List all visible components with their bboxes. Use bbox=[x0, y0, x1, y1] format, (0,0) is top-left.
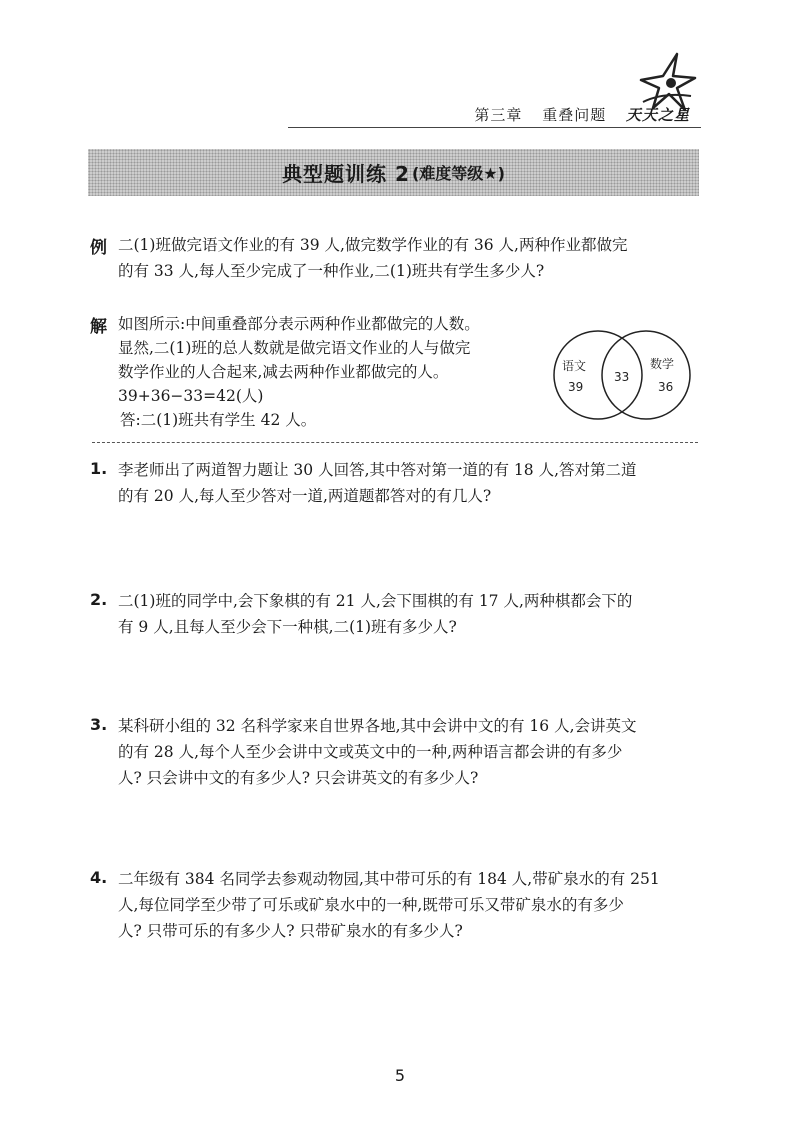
header-text bbox=[460, 104, 690, 125]
problem-number: 4. bbox=[90, 868, 108, 887]
solution-text bbox=[118, 312, 558, 432]
venn-overlap-value: 33 bbox=[614, 370, 630, 384]
solution-line: 如图所示:中间重叠部分表示两种作业都做完的人数。 bbox=[118, 315, 480, 333]
problem-line: 人? 只带可乐的有多少人? 只带矿泉水的有多少人? bbox=[118, 922, 463, 940]
problem-number: 1. bbox=[90, 459, 108, 478]
example-line: 二(1)班做完语文作业的有 39 人,做完数学作业的有 36 人,两种作业都做完 bbox=[118, 236, 628, 254]
venn-right-value: 36 bbox=[658, 380, 674, 394]
venn-left-label: 语文 bbox=[562, 359, 587, 373]
problem-number: 2. bbox=[90, 590, 108, 609]
problem-line: 的有 20 人,每人至少答对一道,两道题都答对的有几人? bbox=[118, 487, 492, 505]
problem-line: 二年级有 384 名同学去参观动物园,其中带可乐的有 184 人,带矿泉水的有 251 bbox=[118, 870, 660, 888]
solution-formula: 39+36−33=42(人) bbox=[118, 387, 264, 405]
banner-title: 典型题训练 2 bbox=[282, 162, 410, 186]
venn-diagram bbox=[552, 325, 692, 425]
banner-subtitle: (难度等级★) bbox=[411, 164, 505, 183]
page-number: 5 bbox=[394, 1066, 406, 1085]
page-header bbox=[0, 0, 800, 140]
topic-label: 重叠问题 bbox=[542, 106, 607, 124]
problem-text bbox=[118, 588, 703, 640]
section-divider bbox=[92, 442, 698, 443]
problem-line: 有 9 人,且每人至少会下一种棋,二(1)班有多少人? bbox=[118, 618, 457, 636]
problem-line: 李老师出了两道智力题让 30 人回答,其中答对第一道的有 18 人,答对第二道 bbox=[118, 461, 637, 479]
problem-line: 二(1)班的同学中,会下象棋的有 21 人,会下围棋的有 17 人,两种棋都会下的 bbox=[118, 592, 633, 610]
section-banner bbox=[88, 149, 699, 196]
problem-line: 人,每位同学至少带了可乐或矿泉水中的一种,既带可乐又带矿泉水的有多少 bbox=[118, 896, 624, 914]
solution-line: 显然,二(1)班的总人数就是做完语文作业的人与做完 bbox=[118, 339, 471, 357]
header-rule bbox=[288, 127, 701, 128]
solution-label: 解 bbox=[90, 317, 107, 337]
problem-line: 人? 只会讲中文的有多少人? 只会讲英文的有多少人? bbox=[118, 769, 479, 787]
problem-text bbox=[118, 866, 703, 944]
solution-line: 数学作业的人合起来,减去两种作业都做完的人。 bbox=[118, 363, 449, 381]
venn-left-value: 39 bbox=[568, 380, 584, 394]
example-text bbox=[118, 232, 703, 284]
problem-text bbox=[118, 457, 703, 509]
problem-line: 的有 28 人,每个人至少会讲中文或英文中的一种,两种语言都会讲的有多少 bbox=[118, 743, 623, 761]
solution-answer: 答:二(1)班共有学生 42 人。 bbox=[120, 411, 317, 429]
venn-right-label: 数学 bbox=[650, 357, 675, 371]
chapter-label: 第三章 bbox=[474, 106, 523, 124]
example-line: 的有 33 人,每人至少完成了一种作业,二(1)班共有学生多少人? bbox=[118, 262, 545, 280]
problem-line: 某科研小组的 32 名科学家来自世界各地,其中会讲中文的有 16 人,会讲英文 bbox=[118, 717, 637, 735]
problem-text bbox=[118, 713, 703, 791]
example-label: 例 bbox=[90, 238, 107, 258]
problem-number: 3. bbox=[90, 715, 108, 734]
brand-label: 天天之星 bbox=[625, 106, 690, 124]
